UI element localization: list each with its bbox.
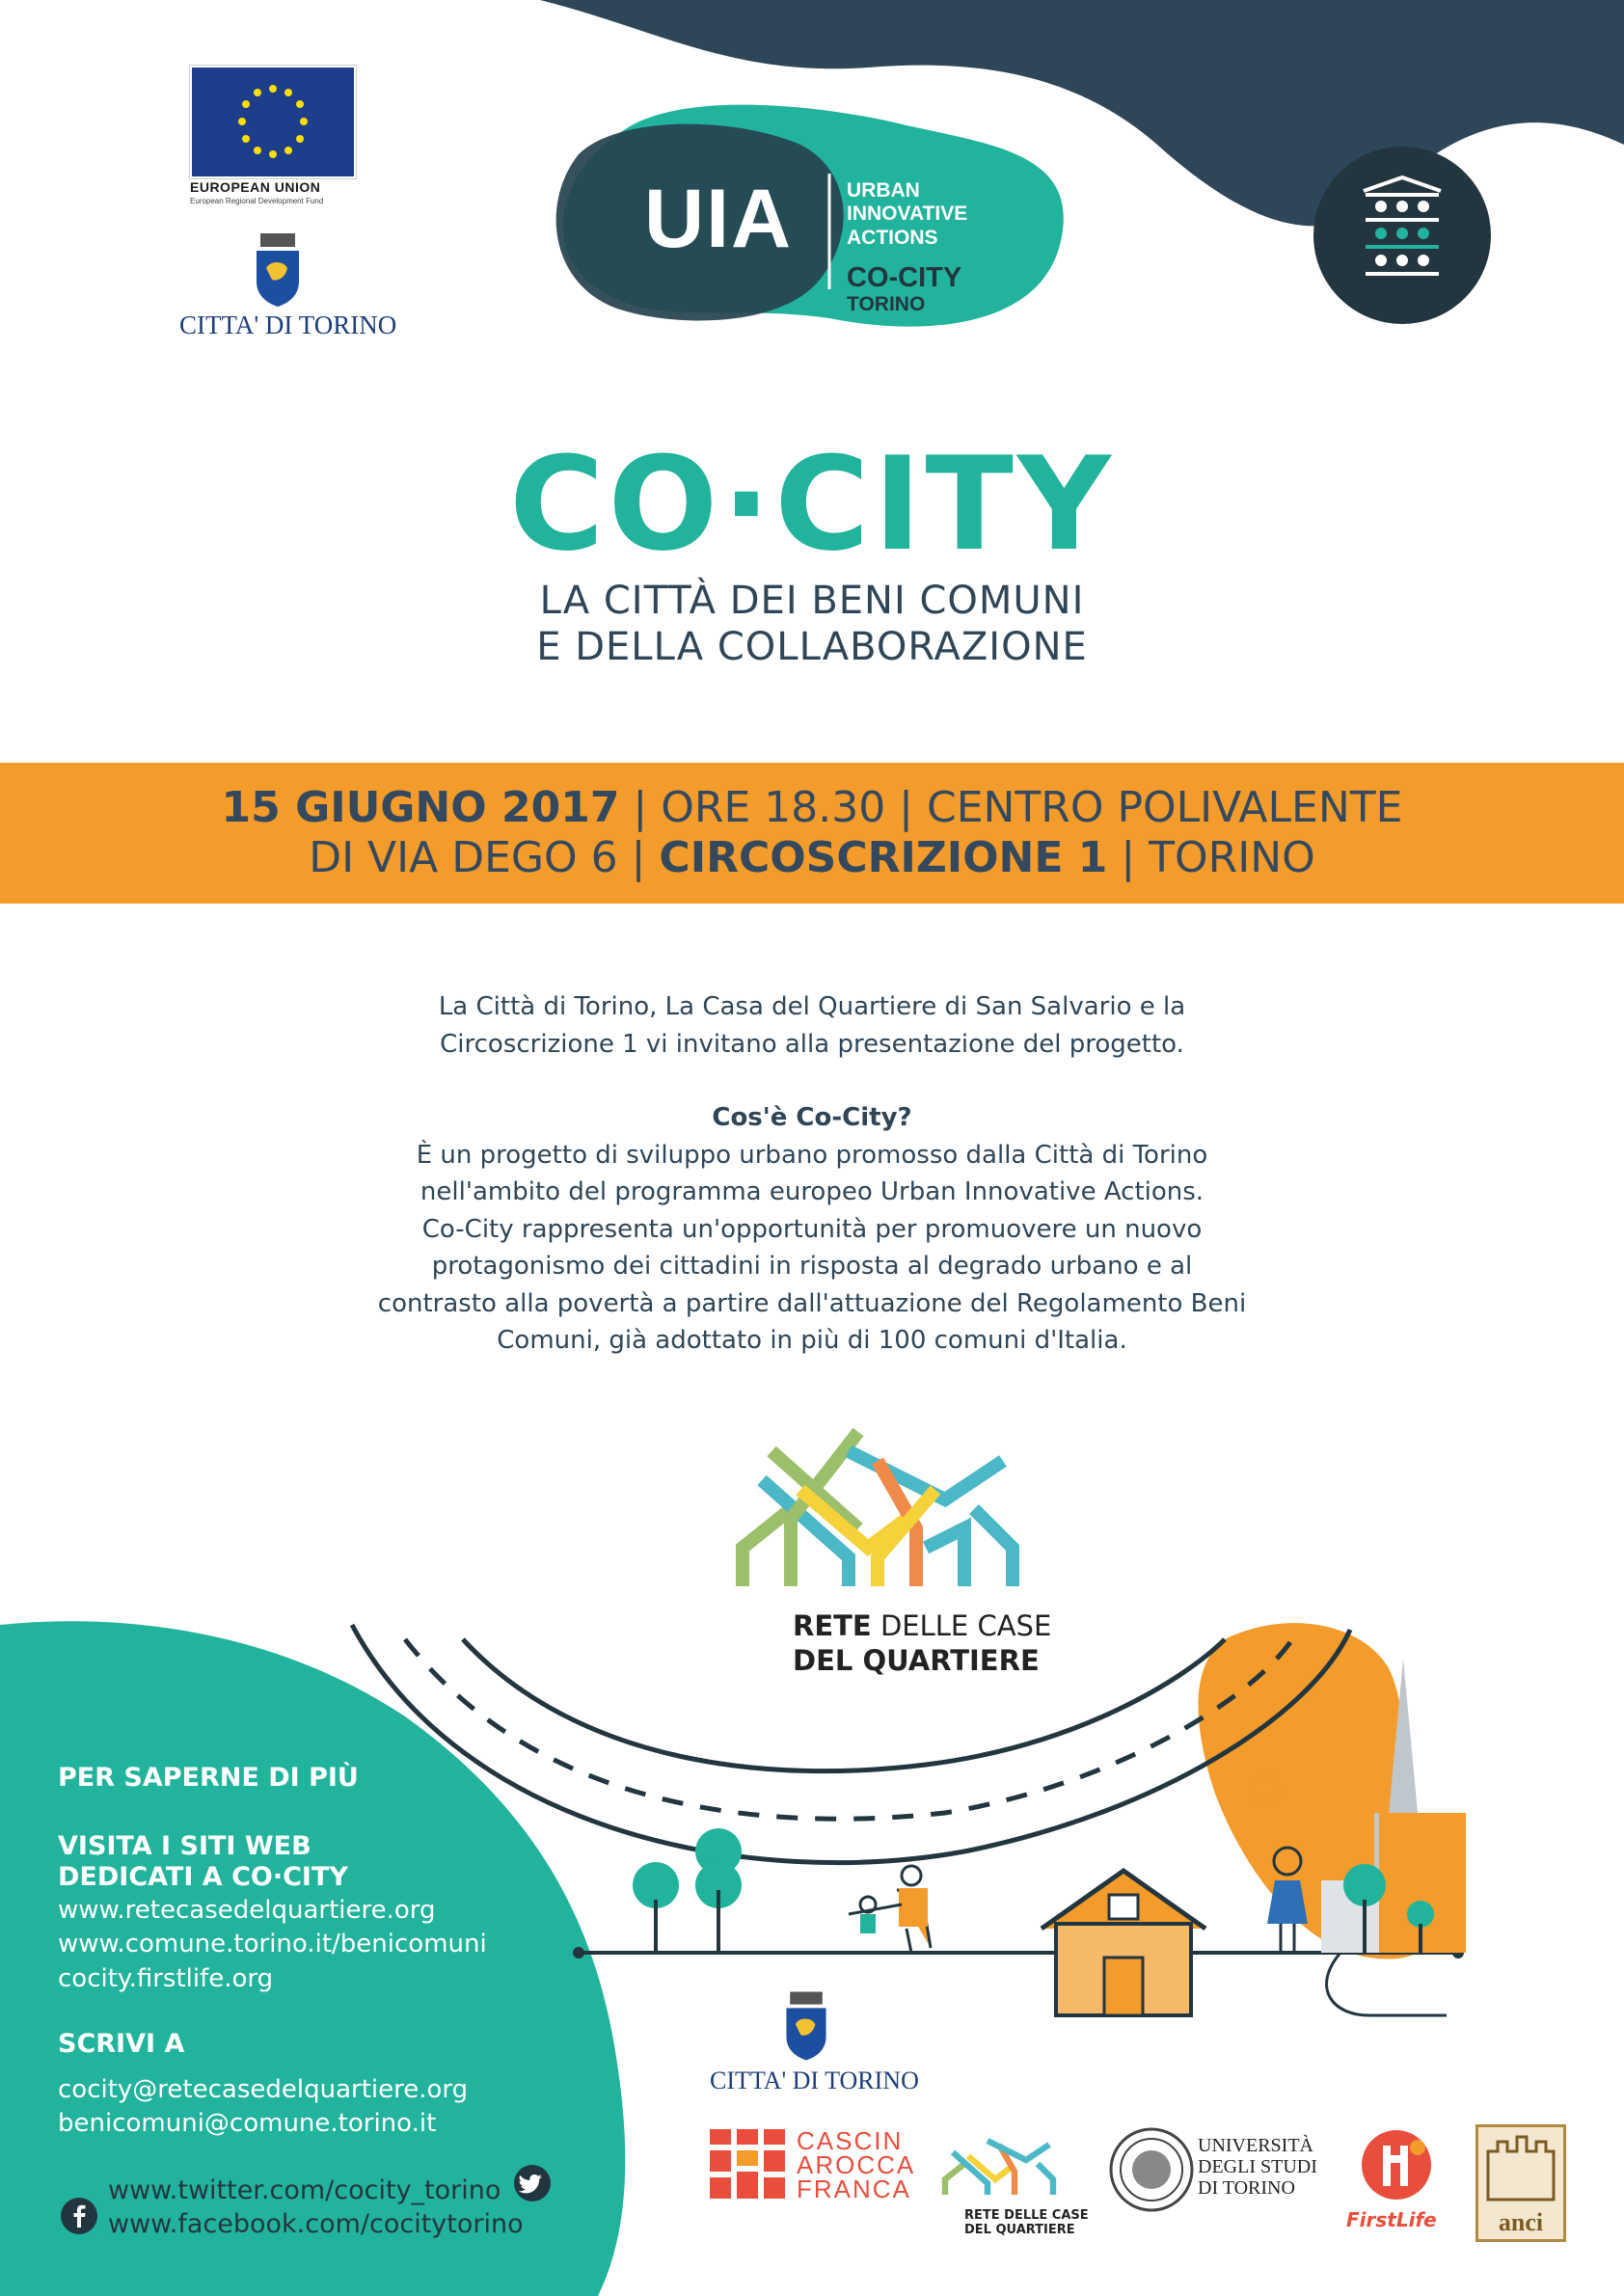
twitter-icon [513,2164,552,2202]
uia-logo [540,96,1080,347]
cascina-line1: CASCIN [797,2126,904,2155]
castle-icon [1478,2127,1563,2204]
uia-line2: INNOVATIVE [847,203,968,225]
unito-line3: DI TORINO [1198,2177,1295,2199]
torino-crest-bottom-icon [779,1988,833,2064]
visit-heading-2: DEDICATI A CO·CITY [58,1862,348,1892]
anci-label: anci [1498,2208,1544,2236]
torino-label-top: CITTA' DI TORINO [179,311,397,339]
question-title: Cos'è Co-City? [712,1103,912,1132]
event-line2 [0,833,1624,882]
uia-project: CO-CITY [847,262,962,293]
cocity-circle-logo [1313,147,1491,324]
visit-heading-1: VISITA I SITI WEB [58,1831,311,1861]
firstlife-label: FirstLife [1346,2208,1437,2231]
site-link-firstlife[interactable]: cocity.firstlife.org [58,1964,274,1993]
event-date: 15 GIUGNO 2017 [221,783,620,832]
description-line: È un progetto di sviluppo urbano promosso dalla Città di Torino [416,1140,1208,1170]
twitter-link[interactable]: www.twitter.com/cocity_torino [108,2175,501,2205]
site-link-comune[interactable]: www.comune.torino.it/benicomuni [58,1930,487,1958]
facebook-icon [60,2197,98,2235]
cascina-line3: FRANCA [797,2174,911,2203]
event-time-place: | ORE 18.30 | CENTRO POLIVALENTE [619,783,1403,832]
uia-city: TORINO [847,293,926,315]
description-line: Comuni, già adottato in più di 100 comuni d'Italia. [497,1326,1127,1355]
eu-stars-icon [192,68,354,176]
eu-label: EUROPEAN UNION [190,179,321,195]
rete-small-line1: RETE DELLE CASE [964,2208,1089,2223]
intro-paragraph [282,988,1342,1063]
email-link-comune[interactable]: benicomuni@comune.torino.it [58,2109,437,2138]
firstlife-logo-icon [1348,2126,1445,2203]
eu-flag-logo [190,66,356,178]
uia-line1: URBAN [847,179,920,202]
description-line: contrasto alla povertà a partire dall'attuazione del Regolamento Beni [377,1288,1247,1318]
cascina-label [797,2126,916,2203]
unito-label [1198,2135,1317,2199]
more-info-heading: PER SAPERNE DI PIÙ [58,1763,359,1793]
description-line: protagonismo dei cittadini in risposta al degrado urbano e al [431,1252,1193,1281]
site-link-rete[interactable]: www.retecasedelquartiere.org [58,1896,436,1925]
unito-seal-icon [1109,2127,1194,2212]
write-heading: SCRIVI A [58,2029,185,2059]
intro-line: Circoscrizione 1 vi invitano alla presentazione del progetto. [440,1029,1184,1059]
anci-logo [1475,2124,1566,2242]
rete-case-logo [733,1422,1022,1606]
unito-line2: DEGLI STUDI [1198,2156,1317,2177]
event-circoscrizione: CIRCOSCRIZIONE 1 [659,833,1108,882]
rete-small-logo-icon [941,2127,1057,2204]
main-title: CO·CITY [509,429,1115,580]
people-group-icon [1313,147,1491,324]
cascina-line2: AROCCA [797,2150,916,2179]
facebook-link[interactable]: www.facebook.com/cocitytorino [108,2209,524,2239]
rete-small-line2: DEL QUARTIERE [964,2223,1075,2237]
subtitle-line2: E DELLA COLLABORAZIONE [536,625,1088,669]
description-line: Co-City rappresenta un'opportunità per promuovere un nuovo [421,1214,1203,1244]
description-line: nell'ambito del programma europeo Urban Innovative Actions. [420,1177,1204,1206]
rete-bold: RETE [793,1609,872,1642]
event-city: | TORINO [1107,833,1315,882]
torino-label-bottom: CITTA' DI TORINO [710,2066,919,2094]
subtitle-line1: LA CITTÀ DEI BENI COMUNI [539,579,1085,623]
unito-line1: UNIVERSITÀ [1198,2135,1313,2156]
rete-line2: DEL QUARTIERE [793,1644,1040,1677]
rete-small-label [964,2208,1089,2237]
intro-line: La Città di Torino, La Casa del Quartiere di San Salvario e la [438,992,1186,1021]
uia-line3: ACTIONS [847,227,938,249]
cascina-roccafranca-logo-icon [710,2129,787,2201]
uia-mark: UIA [644,173,794,265]
eu-sublabel: European Regional Development Fund [190,197,324,205]
email-link-rete[interactable]: cocity@retecasedelquartiere.org [58,2075,469,2104]
rete-rest: DELLE CASE [871,1609,1052,1642]
event-address: DI VIA DEGO 6 | [309,833,660,882]
event-line1 [0,783,1624,832]
description-paragraph [282,1099,1342,1360]
torino-crest-icon [249,231,307,309]
